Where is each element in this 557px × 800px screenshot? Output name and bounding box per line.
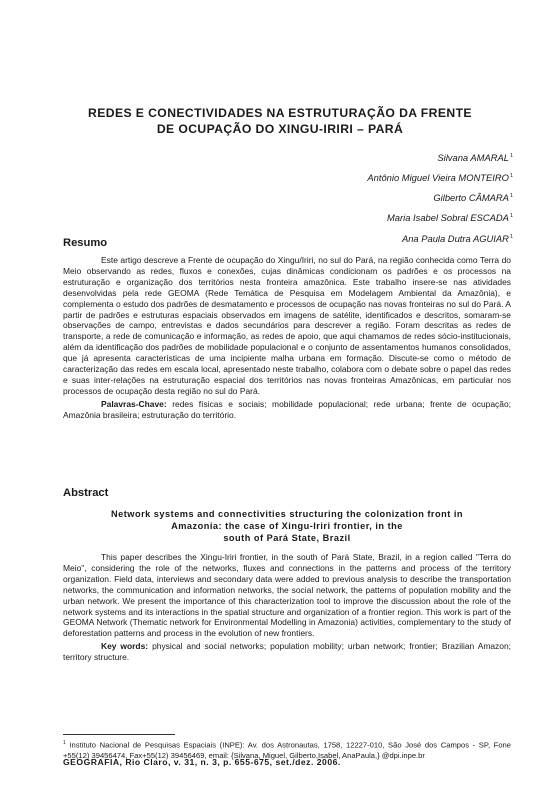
abstract-title-line-1: Network systems and connectivities structuring the colonization front in <box>111 509 463 519</box>
abstract-title-line-3: south of Pará State, Brazil <box>223 533 351 543</box>
abstract-title-line-2: Amazonia: the case of Xingu-Iriri frontier, in the <box>171 521 403 531</box>
paper-title-line-2: DE OCUPAÇÃO DO XINGU-IRIRI – PARÁ <box>156 122 404 136</box>
abstract-heading: Abstract <box>63 487 109 499</box>
abstract-body: This paper describes the Xingu-Iriri frontier, in the south of Pará State, Brazil, in a region called "Terra do Meio", considering the role of the networks, fluxes and connections in the patterns and process of the territory organization. Field data, interviews and secondary data were added to previous analysis to describe the transportation networks, the communication and information networks, the social network, the patterns of population mobility and the urban network. We present the importance of this characterization tool to improve the discussion about the role of the network systems and its interactions in the spatial structure and organization of a frontier region. This work is part of the GEOMA Network (Thematic network for Environmental Modelling in Amazonia) activities, complementary to the study of deforestation patterns and process in the evolution of new frontiers. <box>63 552 511 639</box>
author-affiliation-mark: 1 <box>509 233 513 240</box>
author: Silvana AMARAL$^1$ <box>437 152 513 164</box>
resumo-heading: Resumo <box>63 237 108 249</box>
author: Antônio Miguel Vieira MONTEIRO$^1$ <box>367 172 513 184</box>
journal-citation: GEOGRAFIA, Rio Claro, v. 31, n. 3, p. 655-675, set./dez. 2006. <box>63 757 341 767</box>
footnote-text: Instituto Nacional de Pesquisas Espaciais (INPE): Av. dos Astronautas, 1758, 12227-010, São José dos Campos - SP, Fone +55(12) 39456474, Fax+55(12) 39456469, email: {Silvana, Miguel, Gilberto,Isabel, AnaPaula,} @dpi.inpe.br <box>63 740 511 760</box>
footnote-mark: 1 <box>63 740 66 746</box>
author-affiliation-mark: 1 <box>509 173 513 180</box>
paper-title-line-1: REDES E CONECTIVIDADES NA ESTRUTURAÇÃO DA FRENTE <box>88 106 472 120</box>
keywords-text: redes físicas e sociais; mobilidade populacional; rede urbana; frente de ocupação; Amazônia brasileira; estruturação do território. <box>63 398 511 420</box>
footnote-divider <box>63 734 175 735</box>
keywords-label: Palavras-Chave: <box>101 398 167 409</box>
keywords-text: physical and social networks; population mobility; urban network; frontier; Brazilian Amazon; territory structure. <box>63 641 511 663</box>
abstract-section <box>63 552 511 663</box>
author-affiliation-mark: 1 <box>509 153 513 159</box>
abstract-title <box>63 508 511 544</box>
author: Maria Isabel Sobral ESCADA$^1$ <box>387 212 513 224</box>
abstract-keywords <box>63 641 511 663</box>
author: Ana Paula Dutra AGUIAR$^1$ <box>401 232 513 244</box>
resumo-body: Este artigo descreve a Frente de ocupação do Xingu/Iriri, no sul do Pará, na região conhecida como Terra do Meio observando as redes, fluxos e conexões, cujas dinâmicas condicionam os padrões e os processos na estruturação e organização dos territórios nesta fronteira amazônica. Este trabalho insere-se nas atividades desenvolvidas pela rede GEOMA (Rede Temática de Pesquisa em Modelagem Ambiental da Amazônia), e complementa o estudo dos padrões de desmatamento e processos de ocupação nas novas fronteiras no sul do Pará. A partir de padrões e estruturas espaciais observados em imagens de satélite, identificados e descritos, somaram-se observações de campo, entrevistas e dados secundários para descrever a região. Foram descritas as redes de transporte, a rede de comunicação e informação, as redes de apoio, que aqui chamamos de redes sócio-institucionais, além da identificação dos padrões de mobilidade populacional e o conjunto de assentamentos humanos consolidados, que já apresenta características de uma incipiente malha urbana em formação. Discute-se como o método de caracterização das redes em escala local, apresentado neste trabalho, colabora com o debate sobre o papel das redes e suas inter-relações na estruturação espacial dos territórios nas novas fronteiras Amazônicas, em particular nos processos de ocupação desta região no sul do Pará. <box>63 255 511 396</box>
author: Gilberto CÂMARA$^1$ <box>433 192 513 204</box>
author-affiliation-mark: 1 <box>509 193 513 200</box>
author-affiliation-mark: 1 <box>509 213 513 220</box>
resumo-section <box>63 255 511 421</box>
paper-title <box>40 105 520 137</box>
keywords-label: Key words: <box>101 641 149 652</box>
author-list <box>153 147 513 248</box>
resumo-keywords <box>63 399 511 421</box>
